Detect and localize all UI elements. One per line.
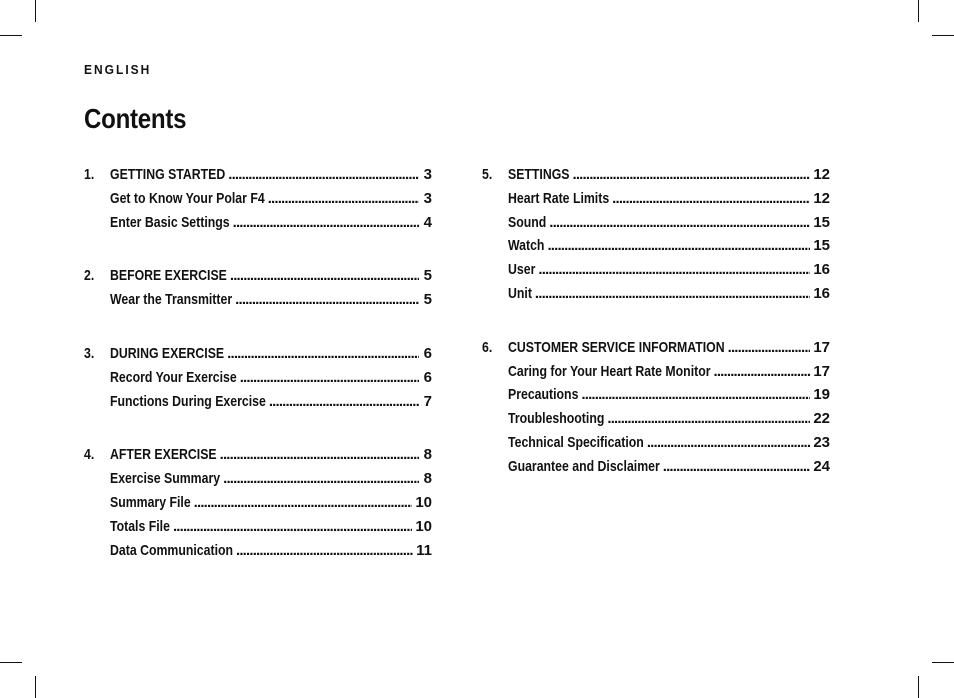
crop-mark [932,662,954,663]
dot-leader [236,542,413,559]
toc-subentry[interactable] [482,285,830,309]
page-title: Contents [84,103,187,134]
toc-subentry[interactable] [84,291,432,315]
toc-subentry[interactable] [482,434,830,458]
dot-leader [223,470,419,487]
page-number: 24 [813,457,830,475]
toc-chapter-entry[interactable] [482,339,830,363]
dot-leader [647,434,811,451]
toc-section [482,339,830,482]
toc-subentry[interactable] [84,190,432,214]
subentry-title: Caring for Your Heart Rate Monitor [508,362,711,380]
toc-subentry[interactable] [482,190,830,214]
dot-leader [573,166,811,183]
toc-subentry[interactable] [482,363,830,387]
toc-subentry[interactable] [84,470,432,494]
toc-chapter-entry[interactable] [84,267,432,291]
subentry-title: Sound [508,213,547,231]
toc-column-right [482,166,830,512]
toc-subentry[interactable] [482,410,830,434]
toc-chapter-entry[interactable] [84,446,432,470]
subentry-title: Heart Rate Limits [508,189,610,207]
subentry-title: Summary File [110,493,191,511]
toc-subentry[interactable] [482,458,830,482]
subentry-title: Unit [508,284,532,302]
subentry-title: Troubleshooting [508,410,605,428]
dot-leader [538,261,810,278]
chapter-number: 1. [84,166,95,183]
dot-leader [728,339,811,356]
language-header: ENGLISH [84,62,152,77]
page-number: 11 [416,541,432,559]
page-number: 17 [813,362,830,380]
dot-leader [714,363,811,380]
dot-leader [228,166,419,183]
crop-mark [0,662,22,663]
subentry-title: Guarantee and Disclaimer [508,457,660,475]
subentry-title: Enter Basic Settings [110,213,230,231]
chapter-number: 4. [84,446,95,464]
page-number: 15 [813,237,830,255]
toc-subentry[interactable] [482,237,830,261]
subentry-title: Precautions [508,386,579,404]
subentry-title: Get to Know Your Polar F4 [110,189,265,207]
page-number: 12 [813,166,830,183]
toc-section [84,267,432,315]
crop-mark [932,35,954,36]
toc-subentry[interactable] [84,369,432,393]
page-number: 8 [423,446,432,464]
dot-leader [663,458,811,475]
subentry-title: Watch [508,237,545,255]
page-number: 16 [813,261,830,279]
dot-leader [230,267,419,284]
page-number: 17 [813,338,830,356]
toc-subentry[interactable] [482,386,830,410]
dot-leader [240,369,419,386]
dot-leader [194,494,413,511]
toc-subentry[interactable] [482,214,830,238]
dot-leader [607,410,810,427]
dot-leader [233,214,419,231]
dot-leader [268,190,419,207]
page-number: 3 [423,189,432,207]
subentry-title: Wear the Transmitter [110,291,233,309]
dot-leader [612,190,810,207]
dot-leader [235,291,419,308]
page-number: 16 [813,284,830,302]
toc-section [84,166,432,237]
subentry-title: Technical Specification [508,433,644,451]
chapter-title: DURING EXERCISE [110,344,225,362]
page-number: 22 [813,410,830,428]
toc-subentry[interactable] [482,261,830,285]
page-number: 4 [423,213,432,231]
subentry-title: Record Your Exercise [110,368,237,386]
chapter-title: SETTINGS [508,166,570,183]
page-number: 12 [813,189,830,207]
dot-leader [535,285,810,302]
chapter-number: 2. [84,267,95,285]
page-number: 5 [423,291,432,309]
subentry-title: Data Communication [110,541,234,559]
page-number: 23 [813,433,830,451]
page-number: 15 [813,213,830,231]
crop-mark [35,676,36,698]
chapter-title: AFTER EXERCISE [110,446,217,464]
chapter-title: GETTING STARTED [110,166,226,183]
dot-leader [227,345,419,362]
page-number: 10 [415,493,432,511]
crop-mark [35,0,36,22]
crop-mark [918,676,919,698]
subentry-title: Functions During Exercise [110,392,266,410]
page-number: 3 [423,166,432,183]
crop-mark [918,0,919,22]
toc-section [482,166,830,309]
chapter-number: 6. [482,338,493,356]
page-number: 5 [423,267,432,285]
toc-subentry[interactable] [84,393,432,417]
toc-chapter-entry[interactable] [84,345,432,369]
toc-chapter-entry[interactable] [84,166,432,190]
subentry-title: User [508,261,536,279]
chapter-number: 3. [84,344,95,362]
page-number: 8 [423,470,432,488]
toc-section [84,446,432,565]
chapter-number: 5. [482,166,493,183]
dot-leader [173,518,412,535]
toc-subentry[interactable] [84,494,432,518]
subentry-title: Totals File [110,517,170,535]
page-number: 6 [423,368,432,386]
crop-mark [0,35,22,36]
dot-leader [220,446,419,463]
toc-column-left [84,166,432,595]
subentry-title: Exercise Summary [110,470,221,488]
toc-subentry[interactable] [84,214,432,238]
chapter-title: CUSTOMER SERVICE INFORMATION [508,338,725,356]
page-number: 7 [423,392,432,410]
toc-subentry[interactable] [84,518,432,542]
page-number: 6 [423,344,432,362]
page-number: 19 [813,386,830,404]
page-number: 10 [415,517,432,535]
toc-subentry[interactable] [84,542,432,566]
chapter-title: BEFORE EXERCISE [110,267,227,285]
dot-leader [269,393,419,410]
dot-leader [547,237,810,254]
toc-chapter-entry[interactable] [482,166,830,190]
dot-leader [549,214,810,231]
toc-section [84,345,432,416]
dot-leader [581,386,810,403]
